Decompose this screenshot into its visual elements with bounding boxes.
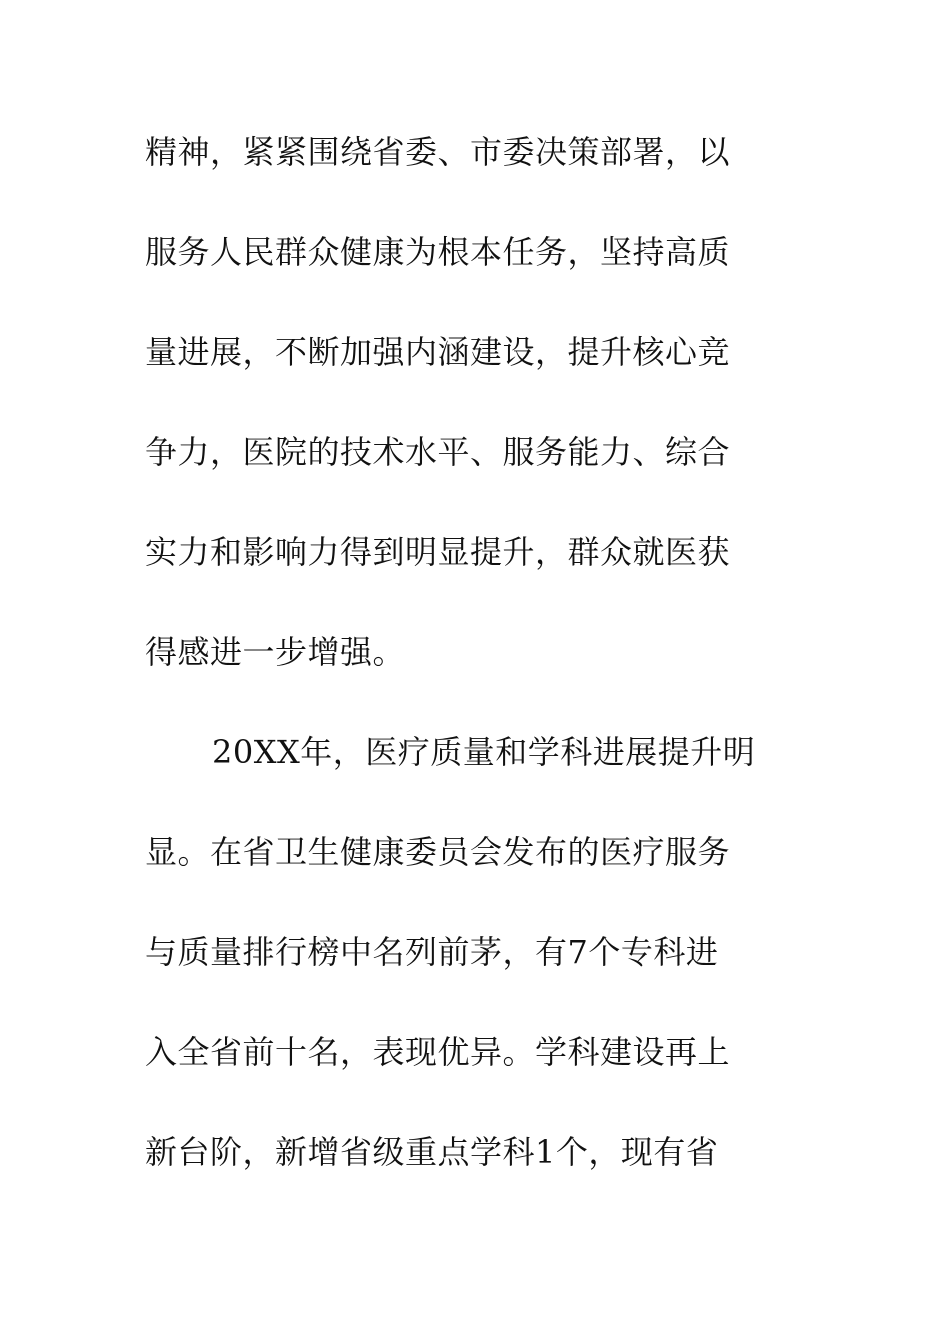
text-line-6: 得感进一步增强。 — [145, 633, 406, 671]
paragraph-start-line: 20XX年，医疗质量和学科进展提升明 — [212, 733, 756, 771]
text-line-4: 争力，医院的技术水平、服务能力、综合 — [145, 433, 731, 471]
text-line-11: 新台阶，新增省级重点学科1个，现有省 — [145, 1133, 719, 1171]
text-line-8: 显。在省卫生健康委员会发布的医疗服务 — [145, 833, 731, 871]
text-line-1: 精神，紧紧围绕省委、市委决策部署，以 — [145, 133, 731, 171]
text-line-3: 量进展，不断加强内涵建设，提升核心竞 — [145, 333, 731, 371]
text-line-5: 实力和影响力得到明显提升，群众就医获 — [145, 533, 731, 571]
text-line-9: 与质量排行榜中名列前茅，有7个专科进 — [145, 933, 719, 971]
text-line-2: 服务人民群众健康为根本任务，坚持高质 — [145, 233, 731, 271]
text-line-10: 入全省前十名，表现优异。学科建设再上 — [145, 1033, 731, 1071]
